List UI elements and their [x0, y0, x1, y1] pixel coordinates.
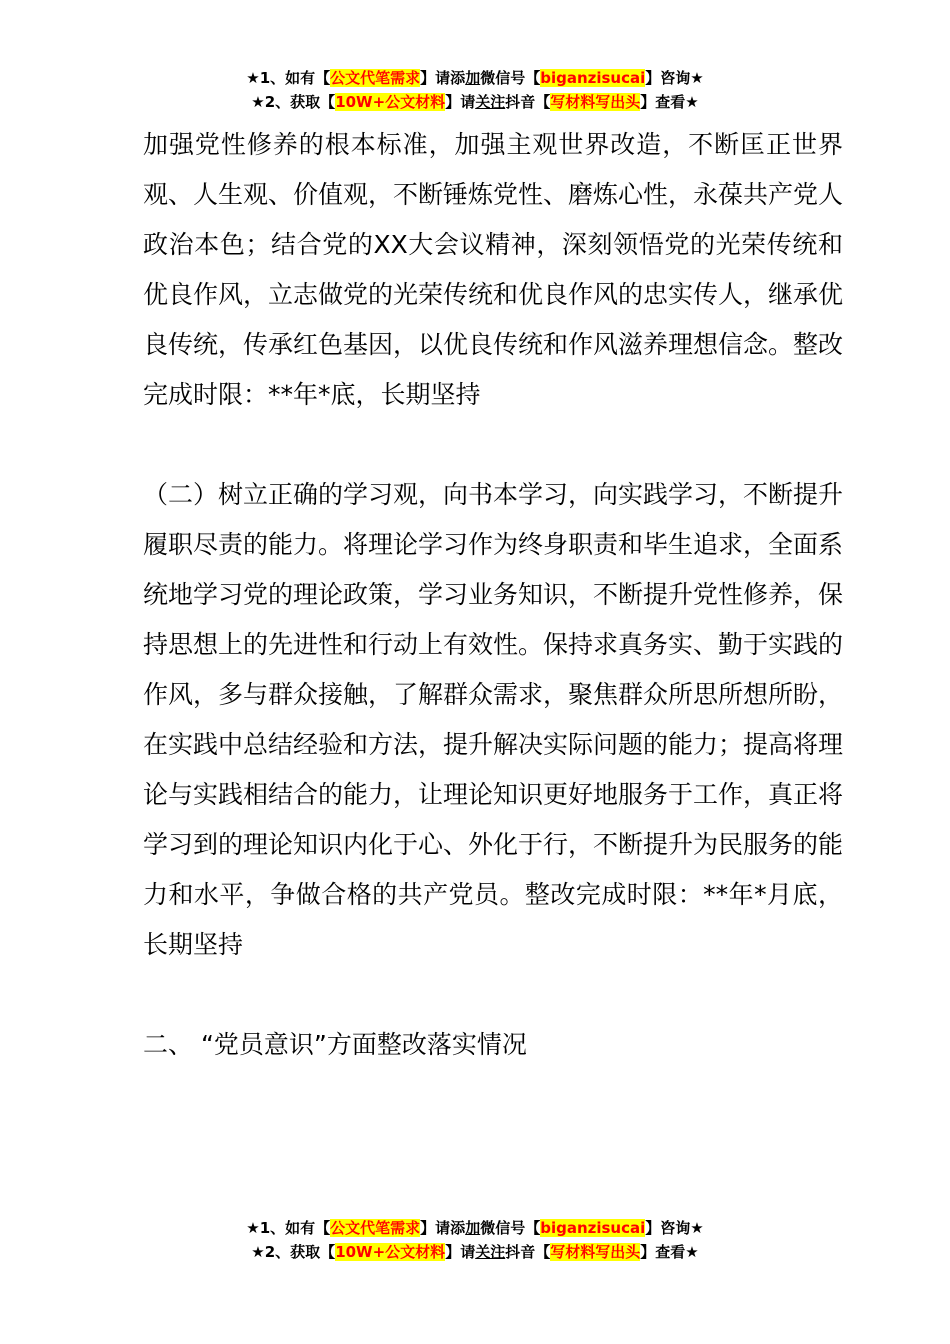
paragraph-spacer	[143, 970, 843, 1020]
section-heading: 二、 “党员意识”方面整改落实情况	[143, 1030, 527, 1059]
banner-line-2	[0, 90, 950, 114]
banner-highlight: 公文代笔需求	[330, 69, 421, 87]
banner-text: 】咨询★	[645, 69, 704, 87]
banner-text: ★2、获取【	[251, 93, 336, 111]
document-body	[143, 120, 843, 1070]
banner-text: 抖音【	[505, 1243, 551, 1261]
banner-highlight: 写材料写出头	[550, 93, 641, 111]
footer-banner	[0, 1216, 950, 1264]
banner-highlight: biganzisucai	[540, 69, 646, 87]
banner-text: ★1、如有【	[246, 69, 331, 87]
banner-highlight: 10W+公文材料	[335, 93, 446, 111]
banner-text: 】查看★	[640, 93, 699, 111]
banner-highlight: 公文代笔需求	[330, 1219, 421, 1237]
banner-text: 】请添	[420, 1219, 466, 1237]
banner-text: ★2、获取【	[251, 1243, 336, 1261]
paragraph-spacer	[143, 420, 843, 470]
banner-underlined-text: 加	[465, 69, 481, 87]
banner-underlined-text: 关注	[475, 1243, 506, 1261]
banner-highlight: biganzisucai	[540, 1219, 646, 1237]
banner-text: ★1、如有【	[246, 1219, 331, 1237]
banner-highlight: 10W+公文材料	[335, 1243, 446, 1261]
banner-line-1	[0, 1216, 950, 1240]
banner-line-1	[0, 66, 950, 90]
banner-underlined-text: 加	[465, 1219, 481, 1237]
paragraph-1: 加强党性修养的根本标准，加强主观世界改造，不断匡正世界观、人生观、价值观，不断锤炼党性、磨炼心性，永葆共产党人政治本色；结合党的XX大会议精神，深刻领悟党的光荣传统和优良作风，立志做党的光荣传统和优良作风的忠实传人，继承优良传统，传承红色基因，以优良传统和作风滋养理想信念。整改完成时限：**年*底，长期坚持	[143, 130, 844, 409]
banner-text: 微信号【	[480, 69, 541, 87]
banner-line-2	[0, 1240, 950, 1264]
banner-text: 】咨询★	[645, 1219, 704, 1237]
banner-text: 】请	[445, 1243, 476, 1261]
banner-text: 】查看★	[640, 1243, 699, 1261]
banner-text: 微信号【	[480, 1219, 541, 1237]
paragraph-2: （二）树立正确的学习观，向书本学习，向实践学习，不断提升履职尽责的能力。将理论学习作为终身职责和毕生追求，全面系统地学习党的理论政策，学习业务知识，不断提升党性修养，保持思想上的先进性和行动上有效性。保持求真务实、勤于实践的作风，多与群众接触，了解群众需求，聚焦群众所思所想所盼，在实践中总结经验和方法，提升解决实际问题的能力；提高将理论与实践相结合的能力，让理论知识更好地服务于工作，真正将学习到的理论知识内化于心、外化于行，不断提升为民服务的能力和水平，争做合格的共产党员。整改完成时限：**年*月底，长期坚持	[143, 480, 844, 959]
header-banner	[0, 66, 950, 114]
banner-text: 抖音【	[505, 93, 551, 111]
banner-text: 】请	[445, 93, 476, 111]
banner-text: 】请添	[420, 69, 466, 87]
banner-highlight: 写材料写出头	[550, 1243, 641, 1261]
banner-underlined-text: 关注	[475, 93, 506, 111]
